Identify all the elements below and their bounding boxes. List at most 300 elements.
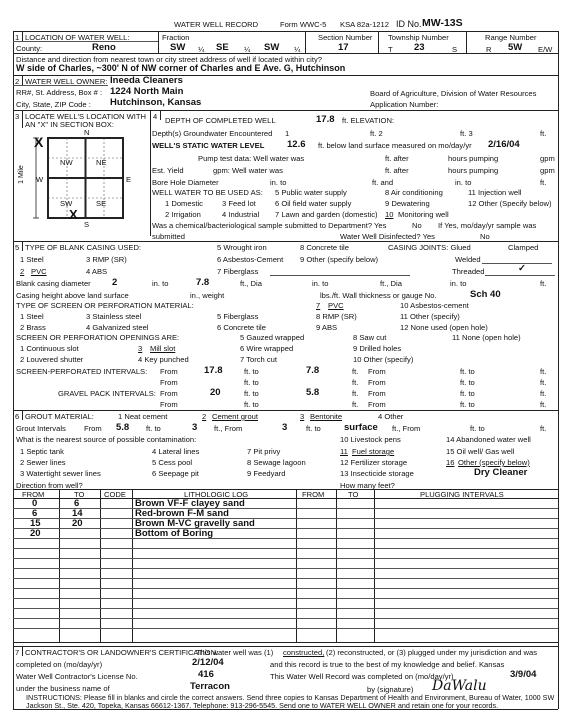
diameter-ft-dia: ft., Dia [240, 279, 262, 288]
interval-ft-to: ft. to [244, 378, 259, 387]
opening-3-number: 3 [138, 344, 143, 353]
screen-6: 6 Concrete tile [217, 323, 266, 332]
gw-3: ft. 3 [460, 129, 473, 138]
log-row-description: Red-brown F-M sand [135, 508, 229, 519]
grout-2-number: 2 [202, 412, 207, 421]
contam-10: 10 Livestock pens [340, 435, 401, 444]
gpm: gpm [540, 154, 555, 163]
grid-east: E [126, 175, 132, 184]
business-label: under the business name of [16, 684, 110, 693]
divider [13, 110, 558, 111]
certification-constructed: constructed, [283, 648, 325, 657]
interval-from: From [160, 378, 178, 387]
log-col-divider [59, 489, 60, 642]
ft-after: ft. after [385, 154, 409, 163]
log-row-to: 14 [72, 508, 83, 519]
interval-ft-2: ft. [540, 400, 547, 409]
opening-10: 10 Other (specify) [353, 355, 414, 364]
use-5: 5 Public water supply [275, 188, 347, 197]
contam-5: 5 Cess pool [152, 458, 193, 467]
disinfected-label: Water Well Disinfected? Yes [340, 232, 435, 241]
bore-in-to: in. to [270, 178, 287, 187]
interval-ft: ft. [352, 400, 359, 409]
divider [13, 53, 558, 54]
contam-14: 14 Abandoned water well [446, 435, 531, 444]
contam-12: 12 Fertilizer storage [340, 458, 408, 467]
grout-material-label: GROUT MATERIAL: [25, 412, 94, 421]
yield-label: Est. Yield [152, 166, 184, 175]
completed-label: completed on (mo/day/yr) [16, 660, 103, 669]
log-row-from: 20 [30, 528, 41, 539]
log-row-line [13, 618, 558, 619]
log-row-line [13, 588, 558, 589]
interval-ft-to: ft. to [244, 400, 259, 409]
divider [466, 31, 467, 53]
bore-label: Bore Hole Diameter [152, 178, 219, 187]
direction-label: Direction from well? [16, 481, 83, 490]
quarter-mark: ¼ [244, 45, 251, 54]
license-value: 416 [198, 669, 214, 680]
grid-se: SE [96, 199, 107, 208]
grid-south: S [84, 220, 90, 229]
chem-sample-label: Was a chemical/bacteriological sample submitted to Department? Yes [152, 221, 387, 230]
openings-label: SCREEN OR PERFORATION OPENINGS ARE: [16, 333, 180, 342]
divider [305, 31, 306, 53]
grout-3-label: Bentonite [310, 412, 343, 421]
completed-date: 2/12/04 [192, 657, 224, 668]
id-label: ID No. [396, 19, 422, 29]
how-many-feet-label: How many feet? [340, 481, 395, 490]
location-label: LOCATION OF WATER WELL: [25, 33, 130, 42]
grout-intervals-label: Grout Intervals [16, 424, 66, 433]
log-row-line [13, 508, 558, 509]
welded-line [482, 263, 552, 264]
diameter-ft: ft. [540, 279, 547, 288]
use-6: 6 Oil field water supply [275, 199, 352, 208]
use-12: 12 Other (Specify below) [468, 199, 552, 208]
opening-11: 11 None (open hole) [452, 333, 521, 342]
contam-8: 8 Sewage lagoon [247, 458, 306, 467]
log-header-lithologic: LITHOLOGIC LOG [184, 490, 249, 499]
static-level-rest: ft. below land surface measured on mo/day/yr [318, 141, 472, 150]
grout-from: From [84, 424, 102, 433]
grout-2-label: Cement grout [212, 412, 259, 421]
opening-8: 8 Saw cut [353, 333, 387, 342]
casing-9: 9 Other (specify below) [300, 255, 379, 264]
screen-type-label: TYPE OF SCREEN OR PERFORATION MATERIAL: [16, 301, 194, 310]
static-level-label: WELL'S STATIC WATER LEVEL [152, 141, 265, 150]
gw-2: ft. 2 [370, 129, 383, 138]
log-col-divider [336, 489, 337, 642]
log-header-from: FROM [22, 490, 45, 499]
interval-from-2: From [368, 389, 386, 398]
log-row-line [13, 538, 558, 539]
city-label: City, State, ZIP Code : [16, 100, 91, 109]
divider [22, 410, 23, 420]
bore-in-to-2: in. to [455, 178, 472, 187]
screen-to-value: 7.8 [306, 365, 320, 376]
contam-3: 3 Watertight sewer lines [20, 469, 101, 478]
screen-intervals-label: SCREEN-PERFORATED INTERVALS: [16, 367, 148, 376]
address-label: RR#, St. Address, Box # : [16, 88, 103, 97]
casing-7: 7 Fiberglass [217, 267, 259, 276]
record-completed-date: 3/9/04 [510, 669, 537, 680]
certification-label: CONTRACTOR'S OR LANDOWNER'S CERTIFICATION: [25, 648, 219, 657]
divider [13, 646, 558, 647]
ft-after: ft. after [385, 166, 409, 175]
static-level-date: 2/16/04 [488, 139, 520, 150]
log-row-to: 6 [74, 498, 80, 509]
interval-from: From [160, 400, 178, 409]
grout-to-value: 3 [192, 422, 198, 433]
range-number-label: Range Number [485, 33, 537, 42]
interval-ft-to-2: ft. to [460, 367, 475, 376]
business-value: Terracon [190, 681, 230, 692]
gpm: gpm [540, 166, 555, 175]
grid-north: N [84, 128, 90, 137]
interval-ft-to-2: ft. to [460, 400, 475, 409]
section-number-label: Section Number [318, 33, 373, 42]
use-2: 2 Irrigation [165, 210, 201, 219]
form-title: WATER WELL RECORD [174, 20, 259, 29]
owner-label: WATER WELL OWNER: [25, 77, 108, 86]
interval-ft-2: ft. [540, 367, 547, 376]
interval-from-2: From [368, 400, 386, 409]
log-row-description: Brown VF-F clayey sand [135, 498, 245, 509]
wall-thickness-label: lbs./ft. Wall thickness or gauge No. [320, 291, 437, 300]
use-10-number: 10 [385, 210, 394, 219]
diameter-label: Blank casing diameter [16, 279, 91, 288]
log-header-code: CODE [104, 490, 126, 499]
log-row-line [13, 528, 558, 529]
fraction-3-value: SW [264, 42, 280, 53]
grout-from-2-value: 3 [282, 422, 288, 433]
contam-16-label: Other (specify below) [458, 458, 530, 467]
diameter-in-to: in. to [152, 279, 169, 288]
log-row-line [13, 578, 558, 579]
casing-height-label: Casing height above land surface [16, 291, 129, 300]
hours-pumping: hours pumping [448, 154, 499, 163]
owner-value: Ineeda Cleaners [110, 75, 183, 86]
pump-test-label: Pump test data: Well water was [198, 154, 305, 163]
quarter-mark: ¼ [294, 45, 301, 54]
interval-ft-to: ft. to [244, 389, 259, 398]
casing-3: 3 RMP (SR) [86, 255, 127, 264]
divider [150, 110, 151, 236]
grout-ft-from: ft., From [214, 424, 243, 433]
grout-ft-from-2: ft., From [392, 424, 421, 433]
log-row-line [13, 608, 558, 609]
diameter-ft-dia-2: ft., Dia [380, 279, 402, 288]
contam-9: 9 Feedyard [247, 469, 286, 478]
screen-4: 4 Galvanized steel [86, 323, 149, 332]
depth-label: DEPTH OF COMPLETED WELL [165, 116, 276, 125]
section-4-number: 4 [153, 112, 158, 121]
interval-ft: ft. [352, 389, 359, 398]
log-col-divider [132, 489, 133, 642]
interval-from: From [160, 367, 178, 376]
screen-8: 8 RMP (SR) [316, 312, 357, 321]
outer-border-right [558, 31, 559, 709]
interval-from-2: From [368, 378, 386, 387]
screen-7-pvc: PVC [328, 301, 344, 310]
log-row-line [13, 628, 558, 629]
casing-joints-label: CASING JOINTS: Glued [388, 243, 471, 252]
diameter-in-to-2: in. to [312, 279, 329, 288]
elevation-label: ft. ELEVATION: [342, 116, 395, 125]
depth-value: 17.8 [316, 114, 335, 125]
application-number-label: Application Number: [370, 100, 439, 109]
use-1: 1 Domestic [165, 199, 203, 208]
city-value: Hutchinson, Kansas [110, 97, 202, 108]
opening-6: 6 Wire wrapped [240, 344, 294, 353]
well-marker-x: X [34, 134, 44, 150]
hours-pumping: hours pumping [448, 166, 499, 175]
log-row-line [13, 558, 558, 559]
casing-other-line [270, 275, 410, 276]
bore-ft-and: ft. and [372, 178, 394, 187]
divider [22, 75, 23, 85]
opening-7: 7 Torch cut [240, 355, 278, 364]
log-col-divider [374, 489, 375, 642]
contam-other-value: Dry Cleaner [474, 467, 528, 478]
screen-from-value: 17.8 [204, 365, 223, 376]
log-row-to: 20 [72, 518, 83, 529]
instructions-line-2: Jackson St., Ste. 420, Topeka, Kansas 66612-1367. Telephone: 913-296-5545. Send one to WATER WELL OWNER and retain one for your records. [26, 701, 499, 710]
divider [13, 410, 558, 411]
screen-5: 5 Fiberglass [217, 312, 259, 321]
log-row-description: Brown M-VC gravelly sand [135, 518, 255, 529]
yield-ww: gpm: Well water was [213, 166, 283, 175]
log-row-line [13, 568, 558, 569]
log-table-bottom [13, 642, 558, 643]
interval-ft: ft. [352, 367, 359, 376]
section-7-number: 7 [15, 648, 20, 657]
grout-3-number: 3 [300, 412, 305, 421]
grid-sw: SW [60, 199, 73, 208]
log-row-line [13, 598, 558, 599]
contam-13: 13 Insecticide storage [340, 469, 414, 478]
log-col-divider [296, 489, 297, 642]
log-header-plugging: PLUGGING INTERVALS [420, 490, 504, 499]
fraction-2-value: SE [216, 42, 229, 53]
interval-ft-to-2: ft. to [460, 378, 475, 387]
ksa-reference: KSA 82a-1212 [340, 20, 389, 29]
disinfected-no: No [480, 232, 490, 241]
opening-9: 9 Drilled holes [353, 344, 402, 353]
license-label: Water Well Contractor's License No. [16, 672, 138, 681]
contam-11-number: 11 [340, 447, 348, 456]
screen-3: 3 Stainless steel [86, 312, 142, 321]
gw-ft: ft. [540, 129, 547, 138]
log-col-divider [100, 489, 101, 642]
county-value: Reno [92, 42, 116, 53]
contam-1: 1 Septic tank [20, 447, 64, 456]
grid-ne: NE [96, 158, 107, 167]
casing-2-number: 2 [20, 267, 25, 276]
township-value: 23 [414, 42, 425, 53]
log-row-from: 6 [32, 508, 38, 519]
signature: DaWalu [432, 678, 487, 694]
use-9: 9 Dewatering [385, 199, 430, 208]
casing-1: 1 Steel [20, 255, 44, 264]
screen-2: 2 Brass [20, 323, 46, 332]
gravel-from-value: 20 [210, 387, 221, 398]
diameter-value: 2 [112, 277, 118, 288]
bore-ft: ft. [540, 178, 547, 187]
locate-label-1: LOCATE WELL'S LOCATION WITH [25, 112, 146, 121]
grid-scale-mile: 1 Mile [17, 165, 25, 184]
opening-5: 5 Gauzed wrapped [240, 333, 305, 342]
grid-west: W [36, 175, 44, 184]
certification-text: This water well was (1) [196, 648, 274, 657]
submitted-label: submitted [152, 232, 185, 241]
record-completed-label: This Water Well Record was completed on (mo/day/yr) [270, 672, 454, 681]
use-10-label: Monitoring well [398, 210, 449, 219]
diameter-ft-value: 7.8 [196, 277, 210, 288]
opening-4: 4 Key punched [138, 355, 189, 364]
divider [158, 31, 159, 53]
use-3: 3 Feed lot [222, 199, 256, 208]
use-7: 7 Lawn and garden (domestic) [275, 210, 378, 219]
county-label: County: [16, 44, 43, 53]
gravel-to-value: 5.8 [306, 387, 320, 398]
true-statement: and this record is true to the best of my knowledge and belief. Kansas [270, 660, 505, 669]
opening-1: 1 Continuous slot [20, 344, 79, 353]
divider [378, 31, 379, 53]
chem-no: No [412, 221, 422, 230]
grout-to-2-value: surface [344, 422, 378, 433]
log-header-from-2: FROM [302, 490, 325, 499]
opening-2: 2 Louvered shutter [20, 355, 84, 364]
divider [22, 31, 23, 41]
section-6-number: 6 [15, 412, 20, 421]
chem-if-yes: If Yes, mo/day/yr sample was [438, 221, 537, 230]
township-direction: S [452, 45, 458, 54]
static-level-value: 12.6 [287, 139, 306, 150]
grout-ft-to: ft. to [146, 424, 161, 433]
interval-from: From [160, 389, 178, 398]
log-header-to: TO [74, 490, 85, 499]
range-direction: E/W [538, 45, 553, 54]
casing-5: 5 Wrought iron [217, 243, 267, 252]
interval-ft-to: ft. to [244, 367, 259, 376]
grout-ft-to-3: ft. to [470, 424, 485, 433]
grout-ft: ft. [540, 424, 547, 433]
fraction-label: Fraction [162, 33, 190, 42]
use-8: 8 Air conditioning [385, 188, 443, 197]
screen-1: 1 Steel [20, 312, 44, 321]
interval-ft-2: ft. [540, 389, 547, 398]
grid-nw: NW [60, 158, 73, 167]
threaded-line [485, 275, 555, 276]
outer-border-top [13, 31, 558, 32]
range-value: 5W [508, 42, 523, 53]
section-value: 17 [338, 42, 349, 53]
gauge-value: Sch 40 [470, 289, 501, 300]
contam-4: 4 Lateral lines [152, 447, 200, 456]
casing-4: 4 ABS [86, 267, 108, 276]
divider [13, 41, 158, 42]
log-header-to-2: TO [348, 490, 359, 499]
certification-rest: (2) reconstructed, or (3) plugged under my jurisdiction and was [326, 648, 538, 657]
distance-value: W side of Charles, ~300' N of NW corner of Charles and E Ave. G, Hutchinson [16, 63, 346, 73]
divider [22, 241, 23, 251]
screen-12: 12 None used (open hole) [400, 323, 488, 332]
use-11: 11 Injection well [468, 188, 522, 197]
diameter-in-to-3: in. to [450, 279, 467, 288]
fraction-1-value: SW [170, 42, 186, 53]
screen-7-number: 7 [316, 301, 321, 310]
casing-8: 8 Concrete tile [300, 243, 349, 252]
interval-ft-to-2: ft. to [460, 389, 475, 398]
contam-2: 2 Sewer lines [20, 458, 66, 467]
casing-clamped: Clamped [508, 243, 539, 252]
screen-10: 10 Asbestos-cement [400, 301, 469, 310]
log-row-line [13, 518, 558, 519]
use-4: 4 Industrial [222, 210, 260, 219]
screen-9: 9 ABS [316, 323, 338, 332]
opening-3-mill-slot: Mill slot [150, 344, 176, 353]
section-2-number: 2 [15, 77, 20, 86]
locate-label-2: AN "X" IN SECTION BOX: [25, 120, 114, 129]
use-label: WELL WATER TO BE USED AS: [152, 188, 263, 197]
casing-weight-label: in., weight [190, 291, 225, 300]
divider [160, 110, 161, 120]
divider [13, 85, 108, 86]
log-row-from: 15 [30, 518, 41, 529]
grout-ft-to-2: ft. to [306, 424, 321, 433]
id-value: MW-13S [422, 17, 463, 29]
grout-from-value: 5.8 [116, 422, 130, 433]
contamination-label: What is the nearest source of possible contamination: [16, 435, 197, 444]
quarter-mark: ¼ [198, 45, 205, 54]
interval-ft: ft. [352, 378, 359, 387]
board-label: Board of Agriculture, Division of Water Resources [370, 89, 537, 98]
divider [13, 75, 558, 76]
section-1-number: 1 [15, 33, 20, 42]
range-r: R [486, 45, 492, 54]
casing-2-pvc: PVC [31, 267, 47, 276]
address-value: 1224 North Main [110, 86, 184, 97]
township-t: T [388, 45, 393, 54]
form-number: Form WWC-5 [280, 20, 327, 29]
contam-11-label: Fuel storage [352, 447, 395, 456]
gravel-intervals-label: GRAVEL PACK INTERVALS: [58, 389, 156, 398]
section-5-number: 5 [15, 243, 20, 252]
contam-15: 15 Oil well/ Gas well [446, 447, 515, 456]
log-row-line [13, 548, 558, 549]
township-number-label: Township Number [388, 33, 449, 42]
casing-welded: Welded [455, 255, 481, 264]
log-row-description: Bottom of Boring [135, 528, 214, 539]
gw-1: 1 [285, 129, 290, 138]
casing-threaded: Threaded [452, 267, 485, 276]
threaded-check: ✓ [518, 263, 526, 274]
contam-7: 7 Pit privy [247, 447, 281, 456]
log-row-from: 0 [32, 498, 38, 509]
grout-4: 4 Other [378, 412, 404, 421]
distance-label: Distance and direction from nearest town or city street address of well if located within city? [16, 55, 322, 64]
contam-6: 6 Seepage pit [152, 469, 199, 478]
grout-1: 1 Neat cement [118, 412, 168, 421]
interval-ft-2: ft. [540, 378, 547, 387]
groundwater-label: Depth(s) Groundwater Encountered [152, 129, 273, 138]
divider [22, 646, 23, 656]
signature-label: by (signature) [367, 685, 414, 694]
casing-6: 6 Asbestos-Cement [217, 255, 284, 264]
divider [13, 241, 558, 242]
